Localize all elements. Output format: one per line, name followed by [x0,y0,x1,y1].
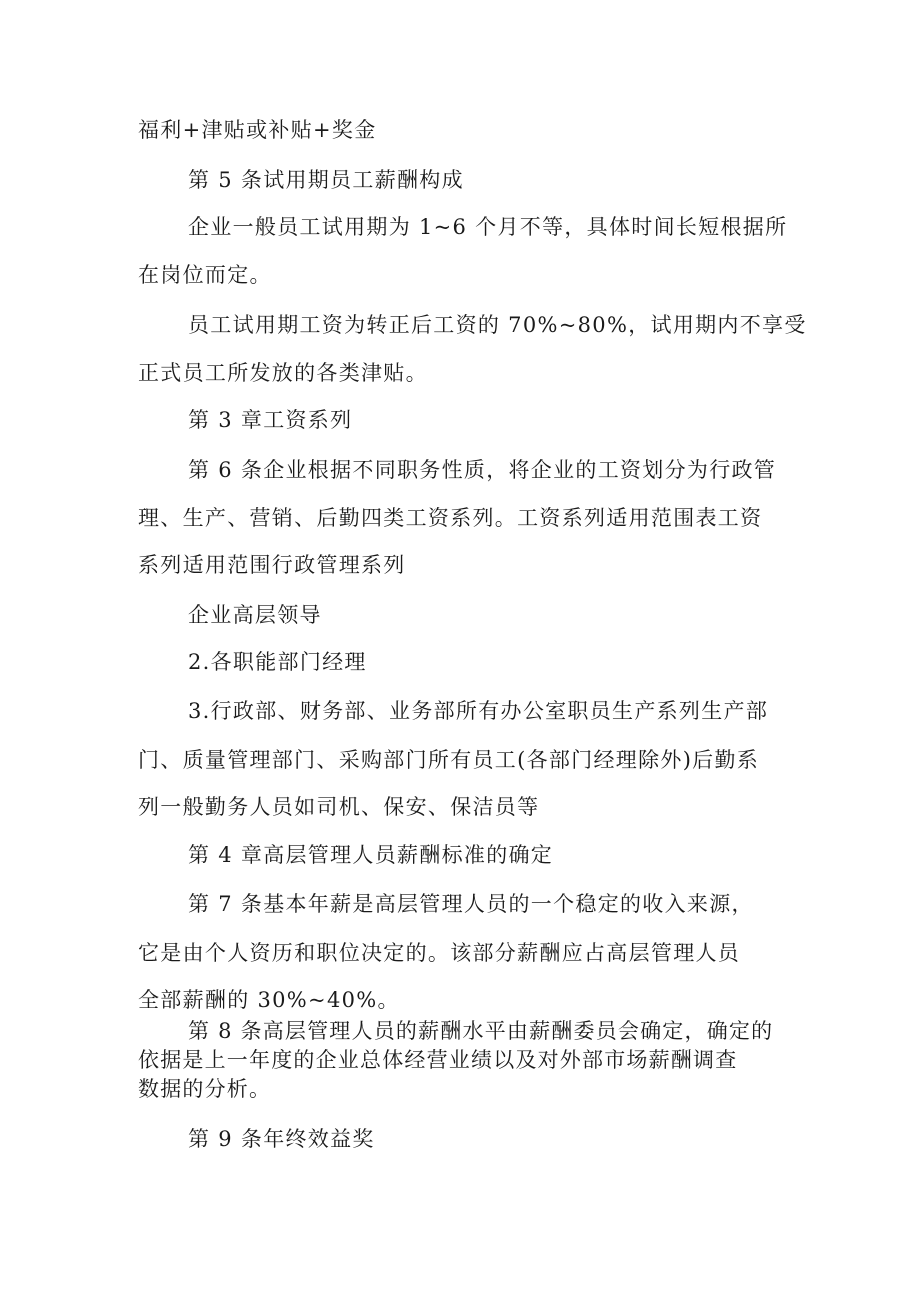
text-line-5: 员工试用期工资为转正后工资的 70%~80%，试用期内不享受 [188,313,807,337]
text-line-8: 第 6 条企业根据不同职务性质，将企业的工资划分为行政管 [188,458,777,482]
list-item-3: 3.行政部、财务部、业务部所有办公室职员生产系列生产部 [188,699,769,723]
text-line-4: 在岗位而定。 [138,263,272,287]
chapter-4-heading: 第 4 章高层管理人员薪酬标准的确定 [188,843,554,867]
article-9-heading: 第 9 条年终效益奖 [188,1127,375,1151]
text-line-21: 依据是上一年度的企业总体经营业绩以及对外部市场薪酬调查 [138,1048,738,1072]
text-line-22: 数据的分析。 [138,1077,272,1101]
text-line-14: 门、质量管理部门、采购部门所有员工(各部门经理除外)后勤系 [138,748,760,772]
text-line-3: 企业一般员工试用期为 1~6 个月不等，具体时间长短根据所 [188,215,788,239]
text-line-6: 正式员工所发放的各类津贴。 [138,361,428,385]
text-line-11: 企业高层领导 [188,603,322,627]
text-line-15: 列一般勤务人员如司机、保安、保洁员等 [138,795,540,819]
text-line-17: 第 7 条基本年薪是高层管理人员的一个稳定的收入来源， [188,892,754,916]
text-line-1: 福利+津贴或补贴+奖金 [138,118,377,142]
article-5-heading: 第 5 条试用期员工薪酬构成 [188,168,464,192]
text-line-19: 全部薪酬的 30%~40%。 [138,988,400,1012]
list-item-2: 2.各职能部门经理 [188,650,367,674]
text-line-20: 第 8 条高层管理人员的薪酬水平由薪酬委员会确定，确定的 [188,1019,774,1043]
text-line-9: 理、生产、营销、后勤四类工资系列。工资系列适用范围表工资 [138,506,763,530]
text-line-10: 系列适用范围行政管理系列 [138,553,406,577]
text-line-18: 它是由个人资历和职位决定的。该部分薪酬应占高层管理人员 [138,941,741,965]
chapter-3-heading: 第 3 章工资系列 [188,408,353,432]
